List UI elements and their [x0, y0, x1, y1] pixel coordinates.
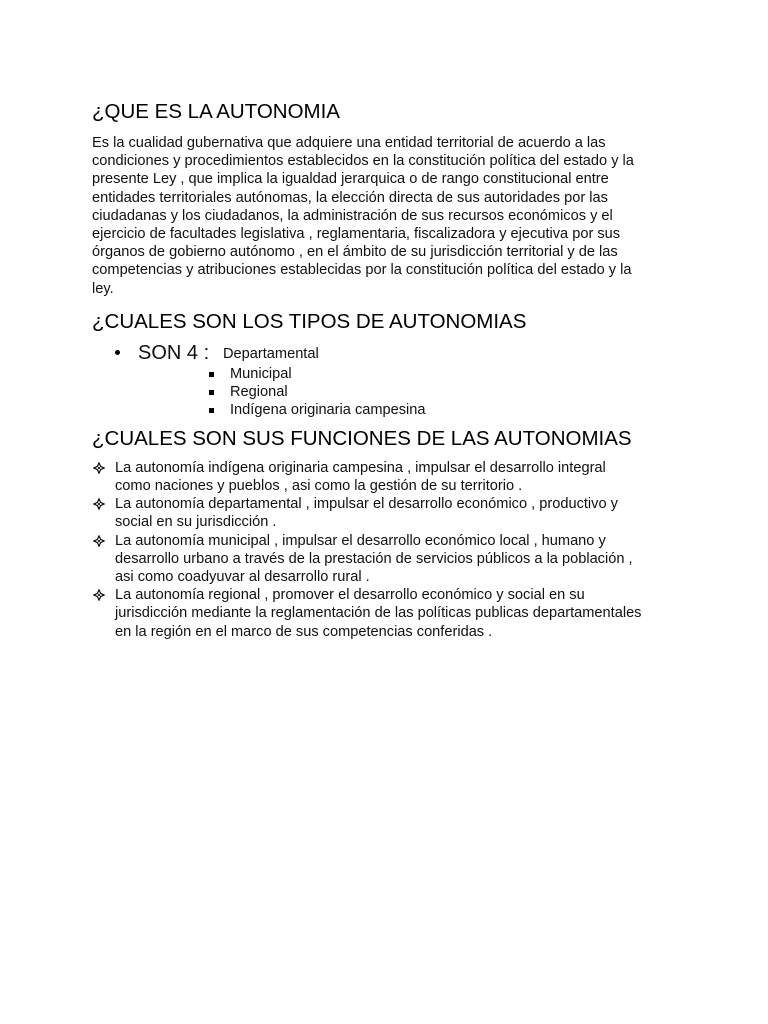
paragraph-line: condiciones y procedimientos establecidos en la constitución política del estado y la [92, 153, 634, 170]
type-item-departamental: Departamental [223, 345, 319, 362]
functions-list [92, 459, 692, 641]
type-item-label: Municipal [230, 365, 292, 382]
function-line: La autonomía indígena originaria campesina , impulsar el desarrollo integral [115, 459, 606, 476]
types-count-label: SON 4 : [138, 341, 210, 364]
types-count-row [92, 343, 692, 365]
diamond-bullet-icon [93, 498, 105, 510]
bullet-dot-icon [115, 350, 120, 355]
function-line: La autonomía regional , promover el desarrollo económico y social en su [115, 587, 585, 604]
function-line: asi como coadyuvar al desarrollo rural . [115, 569, 370, 586]
paragraph-line: Es la cualidad gubernativa que adquiere una entidad territorial de acuerdo a las [92, 135, 606, 151]
square-bullet-icon [209, 390, 214, 395]
paragraph-line: ciudadanas y los ciudadanos, la administración de sus recursos económicos y el [92, 207, 613, 224]
paragraph-line: presente Ley , que implica la igualdad jerarquica o de rango constitucional entre [92, 171, 609, 188]
type-item [92, 365, 692, 383]
function-line: en la región en el marco de sus competencias conferidas . [115, 623, 493, 640]
paragraph-line: ley. [92, 280, 114, 297]
function-line: desarrollo urbano a través de la prestación de servicios públicos a la población , [115, 550, 633, 567]
paragraph-line: ejercicio de facultades legislativa , reglamentaria, fiscalizadora y ejecutiva por sus [92, 226, 621, 243]
function-line: social en su jurisdicción . [115, 514, 277, 531]
function-item [92, 586, 692, 641]
square-bullet-icon [209, 372, 214, 377]
function-item [92, 459, 692, 495]
types-list [92, 365, 692, 419]
paragraph-line: órganos de gobierno autónomo , en el ámbito de su jurisdicción territorial y de las [92, 244, 618, 261]
function-line: jurisdicción mediante la reglamentación de las políticas publicas departamentales [115, 605, 642, 622]
function-item [92, 495, 692, 531]
type-item [92, 401, 692, 419]
function-line: como naciones y pueblos , asi como la gestión de su territorio . [115, 478, 523, 495]
diamond-bullet-icon [93, 535, 105, 547]
diamond-bullet-icon [93, 462, 105, 474]
function-item [92, 532, 692, 587]
paragraph-line: entidades territoriales autónomas, la elección directa de sus autoridades por las [92, 189, 608, 206]
function-line: La autonomía departamental , impulsar el desarrollo económico , productivo y [115, 496, 618, 513]
diamond-bullet-icon [93, 589, 105, 601]
heading-tipos-autonomias: ¿CUALES SON LOS TIPOS DE AUTONOMIAS [92, 309, 527, 333]
heading-que-es-autonomia: ¿QUE ES LA AUTONOMIA [92, 100, 340, 123]
function-line: La autonomía municipal , impulsar el desarrollo económico local , humano y [115, 532, 606, 549]
paragraph-line: competencias y atribuciones establecidas por la constitución política del estado y la [92, 262, 632, 279]
square-bullet-icon [209, 408, 214, 413]
definition-paragraph [92, 134, 677, 298]
type-item [92, 383, 692, 401]
type-item-label: Regional [230, 383, 288, 400]
heading-funciones-autonomias: ¿CUALES SON SUS FUNCIONES DE LAS AUTONOMIAS [92, 426, 632, 450]
document-page [92, 98, 692, 641]
type-item-label: Indígena originaria campesina [230, 401, 426, 418]
